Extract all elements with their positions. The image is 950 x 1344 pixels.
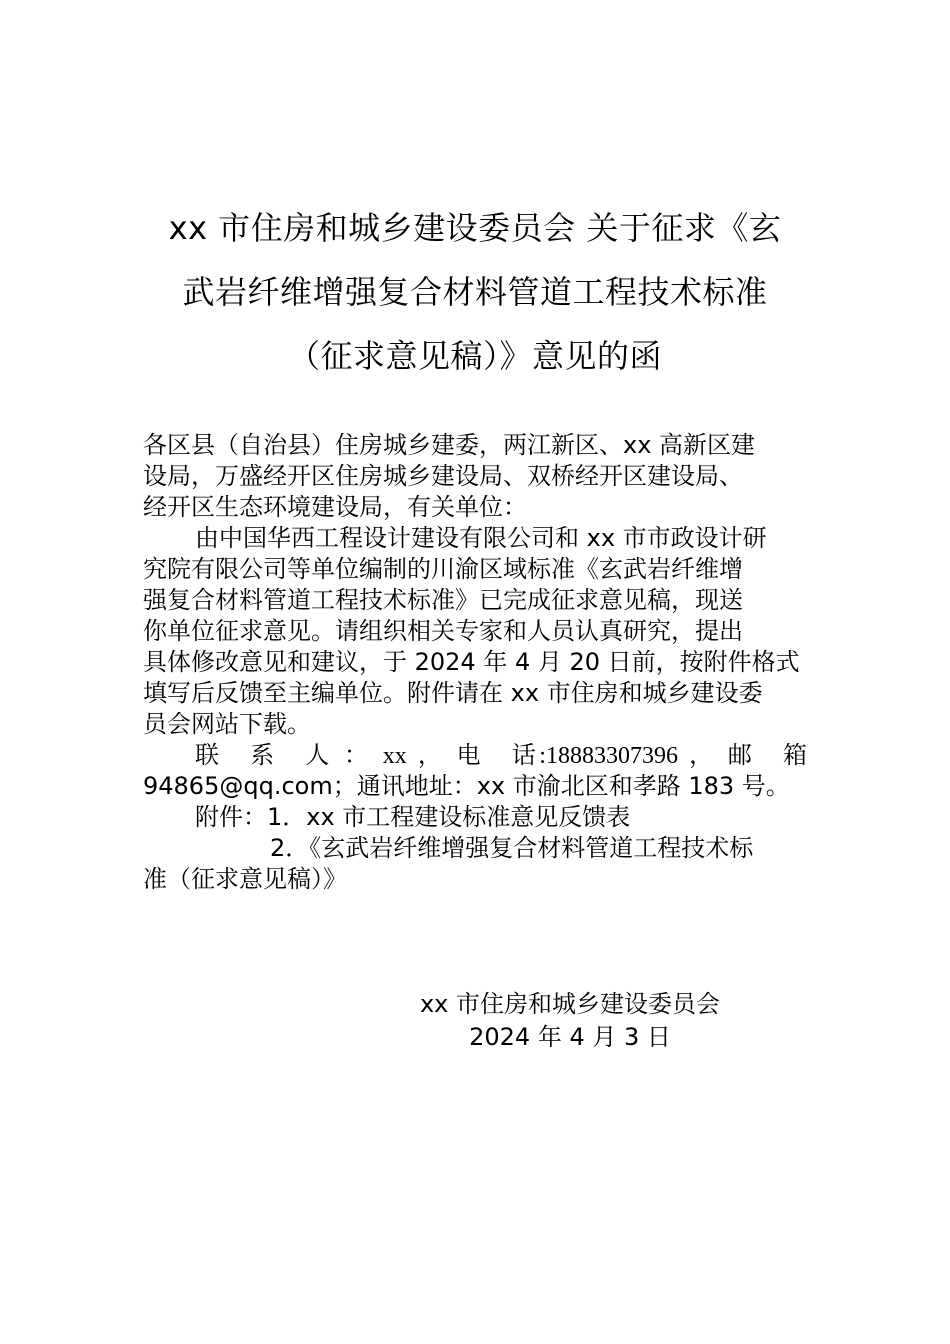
title-line-3: （征求意见稿）》意见的函 [287, 337, 662, 375]
body-paragraph-line-2: 究院有限公司等单位编制的川渝区域标准《玄武岩纤维增 [143, 555, 743, 583]
contact-email-label: 邮 箱 [727, 741, 808, 769]
contact-comma-1: ， [417, 741, 446, 769]
title-line-1: xx 市住房和城乡建设委员会 关于征求《玄 [168, 209, 782, 247]
contact-person-label: 联 系 人 [195, 741, 333, 769]
attachment-item-2-line-2: 准（征求意见稿）》 [143, 865, 347, 893]
recipients-line-1: 各区县（自治县）住房城乡建委，两江新区、xx 高新区建 [143, 431, 756, 459]
contact-line-1 [143, 740, 807, 771]
attachment-item-1: 附件：1．xx 市工程建设标准意见反馈表 [195, 803, 631, 831]
attachment-item-2-line-1: 2．《玄武岩纤维增强复合材料管道工程技术标 [270, 834, 754, 862]
document-body [143, 430, 807, 895]
recipients-line-3: 经开区生态环境建设局，有关单位： [143, 493, 527, 521]
signature-org: xx 市住房和城乡建设委员会 [419, 990, 721, 1018]
body-paragraph-line-6: 填写后反馈至主编单位。附件请在 xx 市住房和城乡建设委 [143, 679, 763, 707]
body-paragraph-line-4: 你单位征求意见。请组织相关专家和人员认真研究，提出 [143, 617, 743, 645]
signature-date: 2024 年 4 月 3 日 [469, 1023, 671, 1051]
body-paragraph-line-5: 具体修改意见和建议，于 2024 年 4 月 20 日前，按附件格式 [143, 648, 800, 676]
contact-colon: ： [343, 741, 372, 769]
contact-comma-2: ， [689, 741, 717, 769]
contact-phone: :18883307396 [539, 743, 678, 769]
title-line-2: 武岩纤维增强复合材料管道工程技术标准 [182, 273, 768, 311]
body-paragraph-line-1: 由中国华西工程设计建设有限公司和 xx 市市政设计研 [195, 524, 767, 552]
document-title [120, 196, 830, 388]
contact-line-2: 94865@qq.com；通讯地址：xx 市渝北区和孝路 183 号。 [143, 772, 790, 800]
signature-block [380, 988, 760, 1054]
contact-person: xx [382, 743, 407, 769]
body-paragraph-line-3: 强复合材料管道工程技术标准》已完成征求意见稿，现送 [143, 586, 743, 614]
body-paragraph-line-7: 员会网站下载。 [143, 710, 311, 738]
contact-phone-label: 电 话 [456, 741, 540, 769]
recipients-line-2: 设局，万盛经开区住房城乡建设局、双桥经开区建设局、 [143, 462, 743, 490]
